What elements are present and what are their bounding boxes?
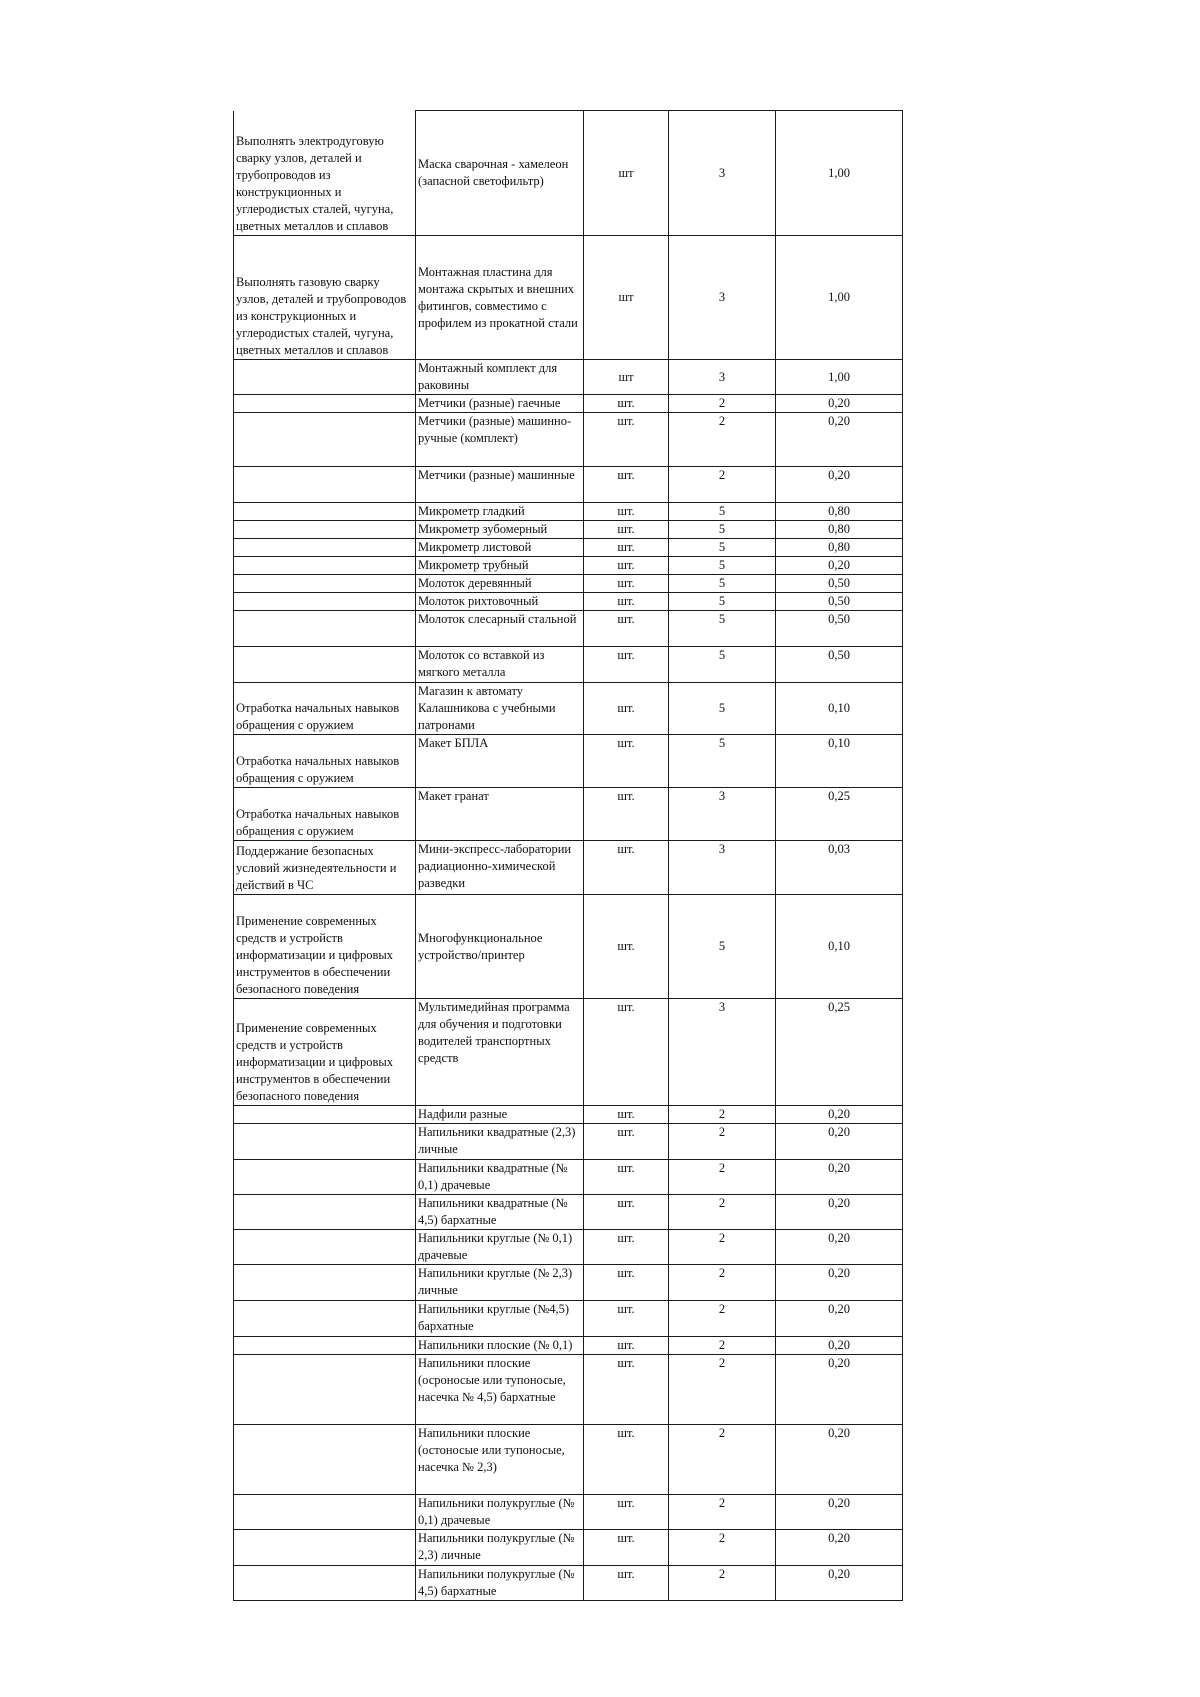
quantity-cell: 2 — [669, 1425, 776, 1495]
quantity-cell: 2 — [669, 1195, 776, 1230]
unit-cell: шт. — [584, 1495, 669, 1530]
item-name-cell: Молоток со вставкой из мягкого металла — [416, 647, 584, 683]
quantity-cell: 2 — [669, 1566, 776, 1601]
quantity-cell: 2 — [669, 1495, 776, 1530]
quantity-cell: 2 — [669, 1530, 776, 1566]
quantity-cell: 3 — [669, 841, 776, 895]
competency-cell — [234, 467, 416, 503]
coefficient-cell: 0,20 — [776, 1265, 903, 1301]
coefficient-cell: 0,20 — [776, 1495, 903, 1530]
item-name-cell: Напильники круглые (№4,5) бархатные — [416, 1301, 584, 1337]
quantity-cell: 5 — [669, 503, 776, 521]
item-name-cell: Напильники круглые (№ 0,1) драчевые — [416, 1230, 584, 1265]
table-row — [234, 413, 903, 467]
unit-cell: шт — [584, 360, 669, 395]
table-row — [234, 111, 903, 236]
coefficient-cell: 1,00 — [776, 236, 903, 360]
item-name-cell: Метчики (разные) машинные — [416, 467, 584, 503]
item-name-cell: Макет БПЛА — [416, 735, 584, 788]
coefficient-cell: 0,20 — [776, 1160, 903, 1195]
competency-cell — [234, 1337, 416, 1355]
quantity-cell: 2 — [669, 1124, 776, 1160]
coefficient-cell: 0,20 — [776, 1124, 903, 1160]
competency-cell: Выполнять газовую сварку узлов, деталей и трубопроводов из конструкционных и углеродистых сталей, чугуна, цветных металлов и сплавов — [234, 236, 416, 360]
table-row — [234, 788, 903, 841]
table-row — [234, 395, 903, 413]
quantity-cell: 2 — [669, 1160, 776, 1195]
table-row — [234, 841, 903, 895]
item-name-cell: Монтажная пластина для монтажа скрытых и внешних фитингов, совместимо с профилем из прокатной стали — [416, 236, 584, 360]
table-row — [234, 735, 903, 788]
table-row — [234, 1230, 903, 1265]
coefficient-cell: 1,00 — [776, 111, 903, 236]
item-name-cell: Магазин к автомату Калашникова с учебными патронами — [416, 683, 584, 735]
item-name-cell: Молоток рихтовочный — [416, 593, 584, 611]
item-name-cell: Молоток слесарный стальной — [416, 611, 584, 647]
table-row — [234, 236, 903, 360]
quantity-cell: 2 — [669, 1230, 776, 1265]
item-name-cell: Напильники плоские (№ 0,1) — [416, 1337, 584, 1355]
competency-cell — [234, 413, 416, 467]
unit-cell: шт. — [584, 1355, 669, 1425]
coefficient-cell: 0,20 — [776, 557, 903, 575]
unit-cell: шт. — [584, 788, 669, 841]
equipment-table-body — [234, 111, 903, 1601]
unit-cell: шт. — [584, 1425, 669, 1495]
unit-cell: шт. — [584, 735, 669, 788]
item-name-cell: Монтажный комплект для раковины — [416, 360, 584, 395]
item-name-cell: Маска сварочная - хамелеон (запасной светофильтр) — [416, 111, 584, 236]
quantity-cell: 3 — [669, 236, 776, 360]
quantity-cell: 2 — [669, 413, 776, 467]
competency-cell: Отработка начальных навыков обращения с оружием — [234, 683, 416, 735]
competency-cell — [234, 1124, 416, 1160]
item-name-cell: Напильники плоские (осроносые или тупоносые, насечка № 4,5) бархатные — [416, 1355, 584, 1425]
competency-cell — [234, 1425, 416, 1495]
coefficient-cell: 0,03 — [776, 841, 903, 895]
unit-cell: шт. — [584, 1230, 669, 1265]
coefficient-cell: 1,00 — [776, 360, 903, 395]
item-name-cell: Напильники полукруглые (№ 0,1) драчевые — [416, 1495, 584, 1530]
table-row — [234, 360, 903, 395]
table-row — [234, 1530, 903, 1566]
table-row — [234, 503, 903, 521]
quantity-cell: 5 — [669, 521, 776, 539]
competency-cell — [234, 521, 416, 539]
quantity-cell: 3 — [669, 360, 776, 395]
competency-cell — [234, 1530, 416, 1566]
table-row — [234, 1566, 903, 1601]
coefficient-cell: 0,80 — [776, 503, 903, 521]
unit-cell: шт. — [584, 593, 669, 611]
item-name-cell: Напильники полукруглые (№ 4,5) бархатные — [416, 1566, 584, 1601]
unit-cell: шт. — [584, 1195, 669, 1230]
quantity-cell: 5 — [669, 735, 776, 788]
quantity-cell: 3 — [669, 111, 776, 236]
unit-cell: шт. — [584, 1124, 669, 1160]
table-row — [234, 1425, 903, 1495]
quantity-cell: 3 — [669, 999, 776, 1106]
unit-cell: шт. — [584, 575, 669, 593]
item-name-cell: Метчики (разные) гаечные — [416, 395, 584, 413]
competency-cell: Применение современных средств и устройств информатизации и цифровых инструментов в обеспечении безопасного поведения — [234, 895, 416, 999]
coefficient-cell: 0,80 — [776, 521, 903, 539]
quantity-cell: 5 — [669, 593, 776, 611]
table-row — [234, 1106, 903, 1124]
quantity-cell: 5 — [669, 895, 776, 999]
item-name-cell: Многофункциональное устройство/принтер — [416, 895, 584, 999]
unit-cell: шт. — [584, 611, 669, 647]
unit-cell: шт — [584, 111, 669, 236]
unit-cell: шт. — [584, 503, 669, 521]
item-name-cell: Микрометр трубный — [416, 557, 584, 575]
coefficient-cell: 0,50 — [776, 647, 903, 683]
coefficient-cell: 0,20 — [776, 1425, 903, 1495]
table-row — [234, 557, 903, 575]
unit-cell: шт. — [584, 395, 669, 413]
unit-cell: шт. — [584, 1337, 669, 1355]
item-name-cell: Напильники квадратные (№ 4,5) бархатные — [416, 1195, 584, 1230]
quantity-cell: 2 — [669, 467, 776, 503]
item-name-cell: Метчики (разные) машинно-ручные (комплект) — [416, 413, 584, 467]
unit-cell: шт. — [584, 647, 669, 683]
competency-cell — [234, 1566, 416, 1601]
quantity-cell: 2 — [669, 1301, 776, 1337]
item-name-cell: Макет гранат — [416, 788, 584, 841]
competency-cell — [234, 575, 416, 593]
item-name-cell: Микрометр зубомерный — [416, 521, 584, 539]
quantity-cell: 3 — [669, 788, 776, 841]
quantity-cell: 2 — [669, 1265, 776, 1301]
coefficient-cell: 0,10 — [776, 735, 903, 788]
competency-cell: Поддержание безопасных условий жизнедеятельности и действий в ЧС — [234, 841, 416, 895]
coefficient-cell: 0,50 — [776, 593, 903, 611]
item-name-cell: Напильники круглые (№ 2,3) личные — [416, 1265, 584, 1301]
unit-cell: шт. — [584, 467, 669, 503]
competency-cell — [234, 1495, 416, 1530]
competency-cell — [234, 1195, 416, 1230]
quantity-cell: 5 — [669, 611, 776, 647]
coefficient-cell: 0,10 — [776, 895, 903, 999]
unit-cell: шт. — [584, 1301, 669, 1337]
table-row — [234, 895, 903, 999]
coefficient-cell: 0,25 — [776, 999, 903, 1106]
quantity-cell: 5 — [669, 683, 776, 735]
table-row — [234, 1301, 903, 1337]
coefficient-cell: 0,20 — [776, 1195, 903, 1230]
competency-cell — [234, 395, 416, 413]
item-name-cell: Напильники полукруглые (№ 2,3) личные — [416, 1530, 584, 1566]
quantity-cell: 2 — [669, 395, 776, 413]
competency-cell — [234, 611, 416, 647]
unit-cell: шт. — [584, 1160, 669, 1195]
coefficient-cell: 0,20 — [776, 1337, 903, 1355]
table-row — [234, 575, 903, 593]
table-row — [234, 593, 903, 611]
coefficient-cell: 0,20 — [776, 1530, 903, 1566]
item-name-cell: Микрометр листовой — [416, 539, 584, 557]
competency-cell — [234, 360, 416, 395]
item-name-cell: Напильники квадратные (2,3) личные — [416, 1124, 584, 1160]
table-row — [234, 539, 903, 557]
item-name-cell: Микрометр гладкий — [416, 503, 584, 521]
competency-cell — [234, 593, 416, 611]
unit-cell: шт. — [584, 413, 669, 467]
unit-cell: шт. — [584, 557, 669, 575]
item-name-cell: Молоток деревянный — [416, 575, 584, 593]
item-name-cell: Напильники плоские (остоносые или тупоносые, насечка № 2,3) — [416, 1425, 584, 1495]
table-row — [234, 611, 903, 647]
competency-cell — [234, 539, 416, 557]
coefficient-cell: 0,20 — [776, 395, 903, 413]
table-row — [234, 1124, 903, 1160]
competency-cell — [234, 1355, 416, 1425]
competency-cell — [234, 1160, 416, 1195]
unit-cell: шт. — [584, 841, 669, 895]
item-name-cell: Напильники квадратные (№ 0,1) драчевые — [416, 1160, 584, 1195]
unit-cell: шт. — [584, 999, 669, 1106]
equipment-table — [233, 110, 903, 1601]
quantity-cell: 5 — [669, 647, 776, 683]
coefficient-cell: 0,50 — [776, 611, 903, 647]
unit-cell: шт. — [584, 521, 669, 539]
coefficient-cell: 0,20 — [776, 1355, 903, 1425]
quantity-cell: 2 — [669, 1106, 776, 1124]
quantity-cell: 5 — [669, 539, 776, 557]
competency-cell — [234, 1265, 416, 1301]
quantity-cell: 2 — [669, 1355, 776, 1425]
item-name-cell: Надфили разные — [416, 1106, 584, 1124]
unit-cell: шт. — [584, 539, 669, 557]
unit-cell: шт. — [584, 1530, 669, 1566]
competency-cell — [234, 1301, 416, 1337]
table-row — [234, 521, 903, 539]
competency-cell — [234, 1230, 416, 1265]
competency-cell: Отработка начальных навыков обращения с оружием — [234, 788, 416, 841]
competency-cell: Отработка начальных навыков обращения с оружием — [234, 735, 416, 788]
table-row — [234, 1265, 903, 1301]
coefficient-cell: 0,10 — [776, 683, 903, 735]
coefficient-cell: 0,20 — [776, 413, 903, 467]
table-row — [234, 999, 903, 1106]
table-row — [234, 1195, 903, 1230]
item-name-cell: Мини-экспресс-лаборатории радиационно-химической разведки — [416, 841, 584, 895]
coefficient-cell: 0,80 — [776, 539, 903, 557]
competency-cell — [234, 503, 416, 521]
table-row — [234, 647, 903, 683]
table-row — [234, 1337, 903, 1355]
table-row — [234, 1160, 903, 1195]
table-row — [234, 683, 903, 735]
competency-cell — [234, 647, 416, 683]
item-name-cell: Мультимедийная программа для обучения и подготовки водителей транспортных средств — [416, 999, 584, 1106]
coefficient-cell: 0,20 — [776, 1230, 903, 1265]
coefficient-cell: 0,20 — [776, 1566, 903, 1601]
quantity-cell: 5 — [669, 575, 776, 593]
coefficient-cell: 0,25 — [776, 788, 903, 841]
quantity-cell: 2 — [669, 1337, 776, 1355]
competency-cell — [234, 557, 416, 575]
unit-cell: шт — [584, 236, 669, 360]
unit-cell: шт. — [584, 1106, 669, 1124]
coefficient-cell: 0,20 — [776, 467, 903, 503]
coefficient-cell: 0,20 — [776, 1106, 903, 1124]
unit-cell: шт. — [584, 895, 669, 999]
coefficient-cell: 0,50 — [776, 575, 903, 593]
table-row — [234, 1355, 903, 1425]
unit-cell: шт. — [584, 1265, 669, 1301]
unit-cell: шт. — [584, 1566, 669, 1601]
quantity-cell: 5 — [669, 557, 776, 575]
competency-cell: Выполнять электродуговую сварку узлов, деталей и трубопроводов из конструкционных и углеродистых сталей, чугуна, цветных металлов и сплавов — [234, 111, 416, 236]
unit-cell: шт. — [584, 683, 669, 735]
coefficient-cell: 0,20 — [776, 1301, 903, 1337]
competency-cell — [234, 1106, 416, 1124]
table-row — [234, 1495, 903, 1530]
competency-cell: Применение современных средств и устройств информатизации и цифровых инструментов в обеспечении безопасного поведения — [234, 999, 416, 1106]
table-row — [234, 467, 903, 503]
